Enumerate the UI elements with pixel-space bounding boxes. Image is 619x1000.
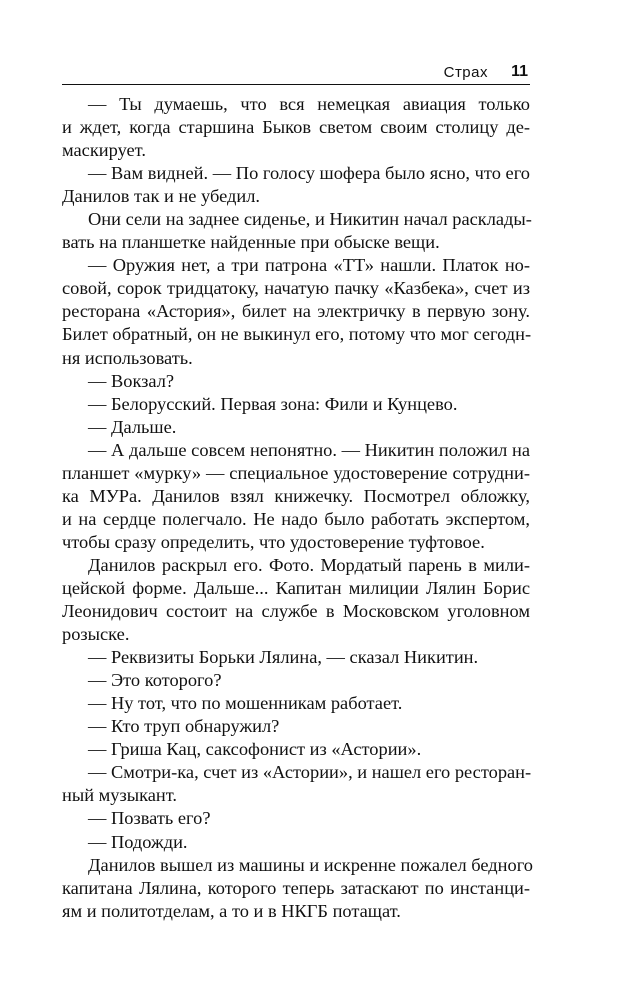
text-line: — Подожди.: [88, 831, 188, 852]
text-line: розыске.: [62, 624, 130, 645]
text-line: и на сердце полегчало. Не надо было работать экспертом,: [62, 508, 530, 529]
text-line: ка МУРа. Данилов взял книжечку. Посмотрел обложку,: [62, 485, 530, 506]
text-line: — Смотри-ка, счет из «Астории», и нашел его ресторан-: [88, 762, 532, 783]
text-line: Леонидович состоит на службе в Московском уголовном: [62, 601, 530, 622]
text-line: Билет обратный, он не выкинул его, потому что мог сегодн-: [62, 324, 532, 345]
page-number: 11: [511, 63, 528, 80]
text-line: — Оружия нет, а три патрона «ТТ» нашли. Платок но-: [88, 255, 530, 276]
text-line: капитана Лялина, которого теперь затаскают по инстанци-: [62, 877, 530, 898]
text-line: чтобы сразу определить, что удостоверение туфтовое.: [62, 531, 485, 552]
text-line: — Дальше.: [88, 416, 177, 437]
text-line: — Белорусский. Первая зона: Фили и Кунцево.: [88, 393, 458, 414]
text-line: Данилов раскрыл его. Фото. Мордатый парень в мили-: [88, 554, 530, 575]
text-line: совой, сорок тридцатоку, начатую пачку «Казбека», счет из: [62, 278, 530, 299]
text-line: вать на планшетке найденные при обыске вещи.: [62, 232, 440, 253]
text-line: — А дальше совсем непонятно. — Никитин положил на: [88, 439, 530, 460]
text-line: ный музыкант.: [62, 785, 178, 806]
text-line: планшет «мурку» — специальное удостоверение сотрудни-: [62, 462, 530, 483]
text-line: — Кто труп обнаружил?: [88, 716, 280, 737]
text-line: — Позвать его?: [88, 808, 211, 829]
text-line: ресторана «Астория», билет на электричку в первую зону.: [62, 301, 530, 322]
text-line: — Это которого?: [88, 670, 222, 691]
text-line: — Реквизиты Борьки Лялина, — сказал Никитин.: [88, 647, 479, 668]
text-line: — Гриша Кац, саксофонист из «Астории».: [88, 739, 422, 760]
text-line: — Ну тот, что по мошенникам работает.: [88, 693, 403, 714]
text-line: Данилов так и не убедил.: [62, 186, 261, 207]
text-line: Данилов вышел из машины и искренне пожалел бедного: [88, 854, 533, 875]
text-line: цейской форме. Дальше... Капитан милиции Лялин Борис: [62, 577, 530, 598]
text-line: ня использовать.: [62, 347, 193, 368]
text-line: ям и политотделам, а то и в НКГБ потащат.: [62, 900, 401, 921]
text-line: маскирует.: [62, 140, 146, 161]
text-line: — Ты думаешь, что вся немецкая авиация только: [88, 94, 530, 114]
text-line: — Вокзал?: [88, 370, 175, 391]
text-line: Они сели на заднее сиденье, и Никитин начал расклады-: [88, 209, 532, 230]
text-line: и ждет, когда старшина Быков светом своим столицу де-: [62, 117, 530, 138]
running-head: [62, 62, 530, 85]
running-title: Страх: [443, 64, 488, 81]
body-text: [62, 93, 533, 923]
text-line: — Вам видней. — По голосу шофера было ясно, что его: [88, 163, 530, 184]
